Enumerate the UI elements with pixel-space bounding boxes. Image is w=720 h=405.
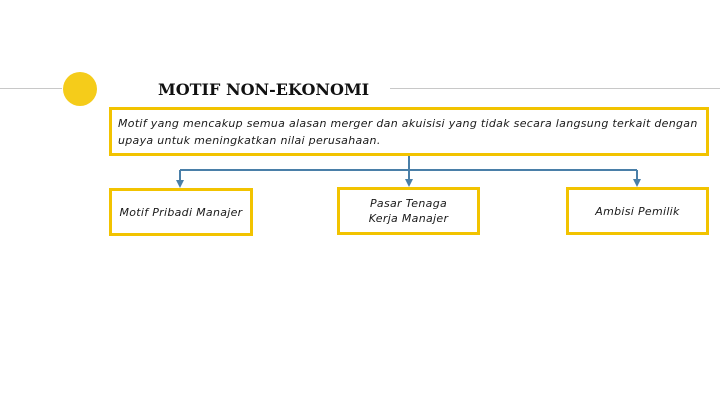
child-node-ambisi-pemilik	[566, 187, 709, 235]
child-node-pasar-tenaga-kerja-manajer	[337, 187, 480, 235]
child-node-label: Motif Pribadi Manajer	[119, 205, 243, 219]
child-node-motif-pribadi-manajer	[109, 188, 253, 236]
child-node-label: Pasar Tenaga Kerja Manajer	[368, 197, 449, 225]
root-node	[109, 107, 709, 156]
child-node-label: Ambisi Pemilik	[595, 204, 680, 218]
root-node-text: Motif yang mencakup semua alasan merger dan akuisisi yang tidak secara langsung terkait dengan upaya untuk meningkatkan nilai perusahaan.	[118, 116, 698, 147]
slide-title: MOTIF NON-EKONOMI	[158, 80, 370, 99]
